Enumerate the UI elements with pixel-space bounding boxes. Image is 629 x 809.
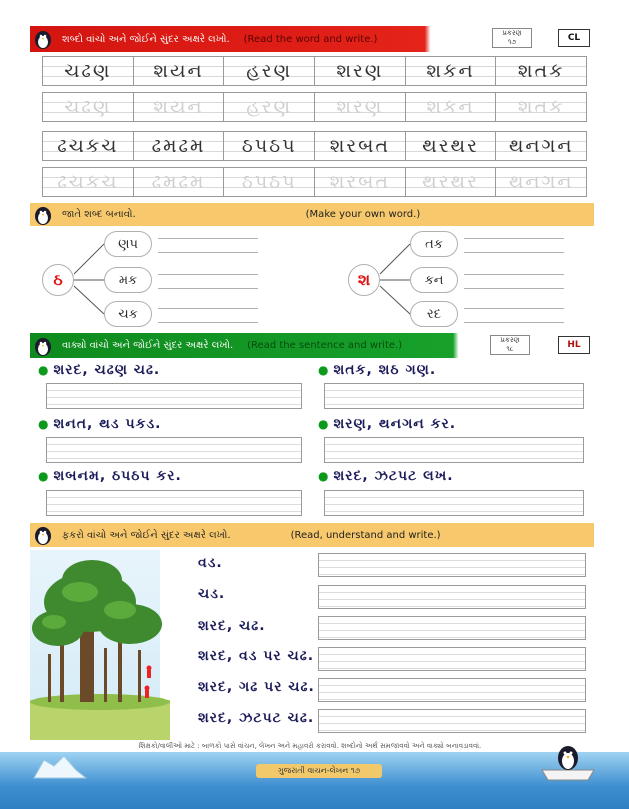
web-center-letter: ઠ xyxy=(42,264,74,296)
penguin-icon xyxy=(32,335,54,357)
paragraph-line: શરદ, ગઢ પર ચઢ. xyxy=(198,679,315,695)
web-leaf: ણપ xyxy=(104,231,152,257)
model-word: ચઢણ xyxy=(42,56,133,86)
sentence: ● શરદ, ઝટપટ લખ. xyxy=(318,468,454,484)
penguin-icon xyxy=(32,28,54,50)
instruction-english: (Read the word and write.) xyxy=(243,33,378,45)
model-word: શયન xyxy=(133,56,224,86)
lesson-badge: પ્રકરણ ૧૭ xyxy=(492,28,532,48)
answer-line[interactable] xyxy=(158,238,258,239)
answer-line[interactable] xyxy=(464,288,564,289)
model-word: ઢમઢમ xyxy=(133,131,224,161)
model-row-2 xyxy=(42,131,587,161)
model-word: શરબત xyxy=(314,131,405,161)
sentence: ● શતક, શઠ ગણ. xyxy=(318,362,437,378)
bullet-icon: ● xyxy=(38,417,50,431)
trace-word[interactable]: ઢમઢમ xyxy=(133,167,224,197)
instruction-gujarati: જાતે શબ્દ બનાવો. xyxy=(62,209,136,220)
penguin-icon xyxy=(32,204,54,226)
answer-line[interactable] xyxy=(464,322,564,323)
writing-box[interactable] xyxy=(324,490,584,516)
answer-line[interactable] xyxy=(158,274,258,275)
level-tag: HL xyxy=(558,336,590,354)
trace-word[interactable]: શરણ xyxy=(314,92,405,122)
instruction-gujarati: શબ્દો વાંચો અને જોઈને સુંદર અક્ષરે લખો. xyxy=(62,33,230,45)
writing-box[interactable] xyxy=(318,647,586,671)
bullet-icon: ● xyxy=(318,469,330,483)
bullet-icon: ● xyxy=(318,417,330,431)
model-word: ઠપઠપ xyxy=(223,131,314,161)
trace-word[interactable]: થનગન xyxy=(495,167,587,197)
web-leaf: કન xyxy=(410,267,458,293)
page-label: ગુજરાતી વાચન-લેખન ૧૭ xyxy=(256,764,382,778)
answer-line[interactable] xyxy=(464,238,564,239)
paragraph-line: ચડ. xyxy=(198,586,226,602)
model-word: હરણ xyxy=(223,56,314,86)
trace-row-2 xyxy=(42,167,587,197)
paragraph-line: શરદ, વડ પર ચઢ. xyxy=(198,648,315,664)
writing-box[interactable] xyxy=(318,709,586,733)
bullet-icon: ● xyxy=(318,363,330,377)
trace-word[interactable]: શરબત xyxy=(314,167,405,197)
writing-box[interactable] xyxy=(318,585,586,609)
level-tag: CL xyxy=(558,29,590,47)
model-row-1 xyxy=(42,56,587,86)
answer-line[interactable] xyxy=(464,274,564,275)
sentence: ● શરદ, ચઢણ ચઢ. xyxy=(38,362,161,378)
instruction-gujarati: વાક્યો વાંચો અને જોઈને સુંદર અક્ષરે લખો. xyxy=(62,340,234,351)
model-word: શરણ xyxy=(314,56,405,86)
answer-line[interactable] xyxy=(464,252,564,253)
sentence: ● શરણ, થનગન કર. xyxy=(318,416,457,432)
trace-word[interactable]: ઠપઠપ xyxy=(223,167,314,197)
paragraph-line: શરદ, ઝટપટ ચઢ. xyxy=(198,710,315,726)
trace-word[interactable]: શકન xyxy=(405,92,496,122)
answer-line[interactable] xyxy=(158,322,258,323)
web-leaf: મક xyxy=(104,267,152,293)
writing-box[interactable] xyxy=(318,553,586,577)
sentence: ● શબનમ, ઠપઠપ કર. xyxy=(38,468,182,484)
model-word: થનગન xyxy=(495,131,587,161)
sea-background xyxy=(0,752,629,809)
instruction-gujarati: ફકરો વાંચો અને જોઈને સુંદર અક્ષરે લખો. xyxy=(62,529,231,541)
answer-line[interactable] xyxy=(158,288,258,289)
writing-box[interactable] xyxy=(46,437,302,463)
penguin-icon xyxy=(32,524,54,546)
answer-line[interactable] xyxy=(464,308,564,309)
lesson-badge: પ્રકરણ ૧૮ xyxy=(490,335,530,355)
writing-box[interactable] xyxy=(318,678,586,702)
trace-word[interactable]: ઢચકચ xyxy=(42,167,133,197)
section-1-header xyxy=(30,26,594,52)
trace-word[interactable]: ચઢણ xyxy=(42,92,133,122)
bullet-icon: ● xyxy=(38,363,50,377)
model-word: થરથર xyxy=(405,131,496,161)
trace-row-1 xyxy=(42,92,587,122)
section-2-header xyxy=(30,203,594,226)
writing-box[interactable] xyxy=(46,383,302,409)
trace-word[interactable]: થરથર xyxy=(405,167,496,197)
writing-box[interactable] xyxy=(46,490,302,516)
web-leaf: તક xyxy=(410,231,458,257)
writing-box[interactable] xyxy=(324,437,584,463)
writing-box[interactable] xyxy=(324,383,584,409)
answer-line[interactable] xyxy=(158,308,258,309)
paragraph-line: શરદ, ચઢ. xyxy=(198,618,266,634)
model-word: શતક xyxy=(495,56,587,86)
trace-word[interactable]: હરણ xyxy=(223,92,314,122)
iceberg-illustration xyxy=(30,752,90,782)
model-word: ઢચકચ xyxy=(42,131,133,161)
bullet-icon: ● xyxy=(38,469,50,483)
web-leaf: ચક xyxy=(104,301,152,327)
web-leaf: રદ xyxy=(410,301,458,327)
penguin-boat-illustration xyxy=(538,742,598,782)
web-center-letter: શ xyxy=(348,264,380,296)
answer-line[interactable] xyxy=(158,252,258,253)
instruction-english: (Read the sentence and write.) xyxy=(247,340,403,351)
trace-word[interactable]: શયન xyxy=(133,92,224,122)
section-3-header xyxy=(30,333,594,358)
trace-word[interactable]: શતક xyxy=(495,92,587,122)
model-word: શકન xyxy=(405,56,496,86)
banyan-tree-illustration xyxy=(30,550,170,740)
section-4-header xyxy=(30,523,594,547)
paragraph-line: વડ. xyxy=(198,555,223,571)
writing-box[interactable] xyxy=(318,616,586,640)
word-web-1 xyxy=(30,230,310,330)
teacher-note: શિક્ષકો/વાલીઓ માટે : બાળકો પાસે વાંચન, લેખન અને મહાવરો કરાવવો. શબ્દોનો અર્થ સમજાવવો અને વાક્યો બનાવડાવવાં. xyxy=(138,742,482,750)
word-web-2 xyxy=(336,230,616,330)
instruction-english: (Read, understand and write.) xyxy=(290,529,441,541)
sentence: ● શનત, થડ પકડ. xyxy=(38,416,162,432)
instruction-english: (Make your own word.) xyxy=(305,209,421,220)
